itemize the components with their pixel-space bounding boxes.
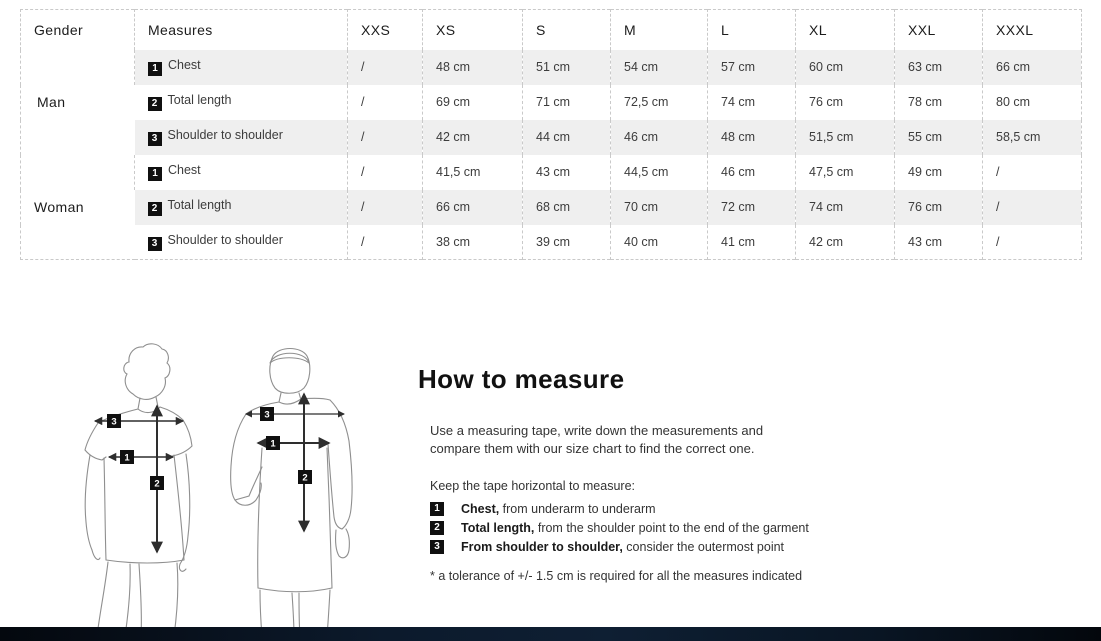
list-item-bold: Total length, bbox=[461, 520, 535, 535]
list-item-text bbox=[461, 540, 784, 554]
badge-1-left-number: 1 bbox=[124, 452, 130, 464]
measure-cell bbox=[135, 120, 348, 155]
value-cell: 47,5 cm bbox=[796, 155, 895, 190]
value-cell: 40 cm bbox=[611, 225, 708, 260]
value-cell: 55 cm bbox=[895, 120, 983, 155]
list-item-text bbox=[461, 521, 809, 535]
measurement-figures-illustration bbox=[78, 336, 388, 636]
value-cell: 76 cm bbox=[796, 85, 895, 120]
badge-2-left-number: 2 bbox=[154, 478, 160, 490]
table-row-man-chest bbox=[21, 50, 1082, 85]
value-cell: / bbox=[348, 190, 423, 225]
value-cell: 72,5 cm bbox=[611, 85, 708, 120]
value-cell: 57 cm bbox=[708, 50, 796, 85]
measure-cell bbox=[135, 155, 348, 190]
header-row bbox=[21, 10, 1082, 50]
column-header-xs: XS bbox=[423, 10, 523, 50]
list-badge-3: 3 bbox=[430, 540, 444, 554]
value-cell: 71 cm bbox=[523, 85, 611, 120]
value-cell: / bbox=[983, 155, 1082, 190]
badge-2-right-number: 2 bbox=[302, 472, 308, 484]
list-badge-1: 1 bbox=[430, 502, 444, 516]
how-to-measure-title: How to measure bbox=[418, 364, 625, 394]
value-cell: 66 cm bbox=[983, 50, 1082, 85]
value-cell: 74 cm bbox=[796, 190, 895, 225]
value-cell: / bbox=[983, 225, 1082, 260]
measure-label: Shoulder to shoulder bbox=[167, 128, 283, 142]
size-chart-table bbox=[20, 9, 1082, 260]
value-cell: 43 cm bbox=[523, 155, 611, 190]
column-header-s: S bbox=[523, 10, 611, 50]
measure-label: Total length bbox=[167, 198, 232, 212]
value-cell: 66 cm bbox=[423, 190, 523, 225]
value-cell: 76 cm bbox=[895, 190, 983, 225]
value-cell: / bbox=[348, 50, 423, 85]
figure-sweatshirt-person bbox=[231, 349, 352, 637]
value-cell: 42 cm bbox=[796, 225, 895, 260]
measure-number-badge: 2 bbox=[148, 202, 162, 216]
value-cell: 46 cm bbox=[708, 155, 796, 190]
value-cell: / bbox=[348, 155, 423, 190]
measure-label: Chest bbox=[168, 163, 201, 177]
table-row-woman-chest bbox=[21, 155, 1082, 190]
value-cell: / bbox=[348, 120, 423, 155]
value-cell: 63 cm bbox=[895, 50, 983, 85]
gender-label-man: Man bbox=[34, 92, 68, 112]
value-cell: 51 cm bbox=[523, 50, 611, 85]
list-item-rest: from underarm to underarm bbox=[499, 501, 656, 516]
list-badge-2: 2 bbox=[430, 521, 444, 535]
table-row-woman-shoulder bbox=[21, 225, 1082, 260]
list-item-text bbox=[461, 502, 656, 516]
value-cell: 49 cm bbox=[895, 155, 983, 190]
tolerance-note: * a tolerance of +/- 1.5 cm is required for all the measures indicated bbox=[430, 568, 803, 583]
value-cell: 80 cm bbox=[983, 85, 1082, 120]
measure-number-badge: 2 bbox=[148, 97, 162, 111]
table-row-woman-total-length bbox=[21, 190, 1082, 225]
size-chart-section bbox=[20, 9, 1081, 260]
list-item-shoulder bbox=[430, 540, 918, 554]
value-cell: 70 cm bbox=[611, 190, 708, 225]
value-cell: 41 cm bbox=[708, 225, 796, 260]
gender-label-woman: Woman bbox=[34, 198, 84, 215]
measure-cell bbox=[135, 225, 348, 260]
value-cell: 54 cm bbox=[611, 50, 708, 85]
table-row-man-shoulder bbox=[21, 120, 1082, 155]
badge-3-left-number: 3 bbox=[111, 416, 117, 428]
measure-number-badge: 3 bbox=[148, 237, 162, 251]
value-cell: 46 cm bbox=[611, 120, 708, 155]
measure-number-badge: 1 bbox=[148, 62, 162, 76]
measure-label: Total length bbox=[167, 93, 232, 107]
how-to-measure-section bbox=[418, 364, 918, 583]
measure-label: Chest bbox=[168, 58, 201, 72]
gender-cell-man bbox=[21, 50, 135, 155]
value-cell: 42 cm bbox=[423, 120, 523, 155]
value-cell: 74 cm bbox=[708, 85, 796, 120]
value-cell: 43 cm bbox=[895, 225, 983, 260]
table-row-man-total-length bbox=[21, 85, 1082, 120]
how-to-measure-list-heading: Keep the tape horizontal to measure: bbox=[430, 478, 635, 493]
column-header-gender: Gender bbox=[34, 21, 84, 38]
measure-cell bbox=[135, 85, 348, 120]
measurement-badges-left bbox=[107, 414, 164, 490]
list-item-rest: from the shoulder point to the end of the garment bbox=[534, 520, 809, 535]
measure-number-badge: 3 bbox=[148, 132, 162, 146]
list-item-total-length bbox=[430, 521, 918, 535]
value-cell: 44,5 cm bbox=[611, 155, 708, 190]
figures-svg bbox=[78, 336, 388, 636]
value-cell: 72 cm bbox=[708, 190, 796, 225]
badge-3-right-number: 3 bbox=[264, 409, 270, 421]
list-item-bold: Chest, bbox=[461, 501, 500, 516]
column-header-xl: XL bbox=[796, 10, 895, 50]
how-to-measure-intro: Use a measuring tape, write down the measurements and compare them with our size chart to find the correct one. bbox=[430, 423, 764, 457]
value-cell: 44 cm bbox=[523, 120, 611, 155]
footer-dark-bar bbox=[0, 627, 1101, 641]
measure-cell bbox=[135, 190, 348, 225]
measure-cell bbox=[135, 50, 348, 85]
value-cell: 60 cm bbox=[796, 50, 895, 85]
gender-cell-woman bbox=[21, 155, 135, 260]
value-cell: 48 cm bbox=[708, 120, 796, 155]
column-header-xxxl: XXXL bbox=[983, 10, 1082, 50]
how-to-measure-list bbox=[430, 502, 918, 554]
value-cell: / bbox=[348, 85, 423, 120]
list-item-rest: consider the outermost point bbox=[622, 539, 785, 554]
value-cell: 48 cm bbox=[423, 50, 523, 85]
value-cell: / bbox=[983, 190, 1082, 225]
value-cell: 41,5 cm bbox=[423, 155, 523, 190]
value-cell: 51,5 cm bbox=[796, 120, 895, 155]
column-header-l: L bbox=[708, 10, 796, 50]
list-item-chest bbox=[430, 502, 918, 516]
column-header-xxs: XXS bbox=[348, 10, 423, 50]
badge-1-right-number: 1 bbox=[270, 438, 276, 450]
value-cell: / bbox=[348, 225, 423, 260]
value-cell: 58,5 cm bbox=[983, 120, 1082, 155]
value-cell: 38 cm bbox=[423, 225, 523, 260]
measure-number-badge: 1 bbox=[148, 167, 162, 181]
list-item-bold: From shoulder to shoulder, bbox=[461, 539, 623, 554]
column-header-m: M bbox=[611, 10, 708, 50]
column-header-xxl: XXL bbox=[895, 10, 983, 50]
value-cell: 39 cm bbox=[523, 225, 611, 260]
column-header-measures: Measures bbox=[135, 10, 348, 50]
value-cell: 69 cm bbox=[423, 85, 523, 120]
value-cell: 68 cm bbox=[523, 190, 611, 225]
measure-label: Shoulder to shoulder bbox=[167, 232, 283, 247]
value-cell: 78 cm bbox=[895, 85, 983, 120]
figure-tshirt-person bbox=[85, 344, 192, 636]
